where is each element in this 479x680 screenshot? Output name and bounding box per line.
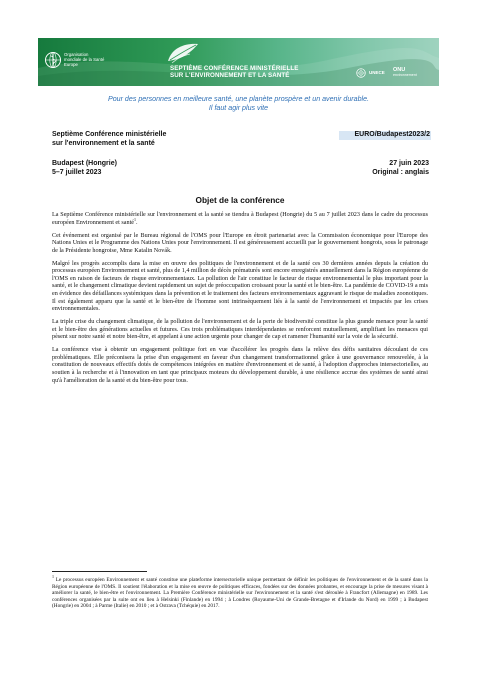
paragraph: Malgré les progrès accomplis dans la mise en œuvre des politiques de l'environnement et de la santé ces 30 dernières années depuis la création du processus européen Environnement et santé, plus de 1,4 million de décès prématurés sont encore enregistrés annuellement dans la Région européenne de l'OMS en raison de facteurs de risque environnementaux. La pollution de l'air constitue le facteur de risque environnemental le plus important pour la santé, et le changement climatique devient rapidement un sujet de préoccupation croissant pour la santé et le bien-être. La pandémie de COVID-19 a mis en évidence des défaillances systémiques dans la prévention et le traitement des facteurs environnementaux aggravant le risque de maladies zoonotiques. Il est également apparu que la santé et le bien-être de l'homme sont intrinsèquement liés à la santé de l'environnement et impactés par les crises environnementales. (52, 260, 428, 313)
un-emblem-icon (356, 68, 366, 78)
body-text (52, 212, 428, 390)
conference-name-line-2: sur l'environnement et la santé (52, 139, 155, 147)
who-name (64, 52, 112, 67)
document-title: Objet de la conférence (195, 195, 285, 205)
footnote-number: 1 (52, 574, 54, 580)
conference-dates: 5–7 juillet 2023 (52, 168, 102, 176)
paragraph: La Septième Conférence ministérielle sur l'environnement et la santé se tiendra à Budapest (Hongrie) du 5 au 7 juillet 2023 dans le cadre du processus européen Environnement et santé$^1$. (52, 212, 428, 226)
slogan-line-2: Il faut agir plus vite (208, 104, 269, 112)
conference-leaf-logo (164, 41, 202, 65)
who-emblem-icon (44, 51, 62, 69)
footnote-text (52, 574, 429, 610)
slogan-line-1: Pour des personnes en meilleure santé, une planète prospère et un avenir durable. (107, 95, 370, 103)
unece-logo-text: UNECE (369, 70, 385, 75)
who-name-line-1: Organisation (64, 52, 89, 57)
conference-title-line-2: SUR L'ENVIRONNEMENT ET LA SANTÉ (170, 72, 290, 79)
footnote-body: Le processus européen Environnement et santé constitue une plateforme intersectorielle unique permettant de définir les politiques de l'environnement et de la santé dans la Région européenne de l'OMS. Il soutient l'élaboration et la mise en œuvre de politiques efficaces, fondées sur des données probantes, et encourage la prise de mesures visant à améliorer la santé, le bien-être et l'environnement. La Première Conférence ministérielle sur l'environnement et la santé s'est déroulée à Francfort (Allemagne) en 1989. Les conférences organisées par la suite ont eu lieu à Helsinki (Finlande) en 1994 ; à Londres (Royaume-Uni de Grande-Bretagne et d'Irlande du Nord) en 1999 ; à Budapest (Hongrie) en 2004 ; à Parme (Italie) en 2010 ; et à Ostrava (Tchéquie) en 2017. (52, 577, 429, 610)
conference-title-line-1: SEPTIÈME CONFÉRENCE MINISTÉRIELLE (170, 65, 299, 72)
paragraph: La triple crise du changement climatique, de la pollution de l'environnement et de la perte de biodiversité constitue la plus grande menace pour la santé et le bien-être des générations actuelles et futures. Ces trois problématiques interdépendantes se renforcent mutuellement, amplifiant les menaces qui pèsent sur notre santé et notre bien-être, et appelant à une action urgente pour changer de cap et ramener l'humanité sur la voie de la sécurité. (52, 319, 428, 341)
document-reference: EURO/Budapest2023/2 (339, 131, 431, 140)
conference-name-line-1: Septième Conférence ministérielle (52, 131, 167, 138)
who-name-line-2: mondiale de la Santé (64, 57, 105, 62)
onu-subtitle: environnement (393, 73, 417, 77)
conference-banner (38, 38, 439, 86)
slogan (38, 95, 439, 113)
paragraph: La conférence vise à obtenir un engagement politique fort en vue d'accélérer les progrès dans la relève des défis sanitaires découlant de ces problématiques. Elle préconisera la prise d'un engagement en faveur d'un changement transformationnel grâce à une gouvernance renouvelée, à la constitution de nouveaux effectifs dotés de compétences intégrées en matière d'environnement et de santé, à l'adoption d'approches intersectorielles, au soutien à la recherche et à l'innovation en tant que principaux moteurs du développement durable, à une résilience accrue des systèmes de santé ainsi qu'à l'amélioration de la santé et du bien-être pour tous. (52, 347, 428, 384)
footnote-separator (52, 571, 147, 572)
document-date: 27 juin 2023 (389, 160, 429, 167)
conference-title (170, 65, 320, 79)
footnote-reference[interactable]: 1 (134, 216, 137, 222)
paragraph-text: La Septième Conférence ministérielle sur l'environnement et la santé se tiendra à Budapest (Hongrie) du 5 au 7 juillet 2023 dans le cadre du processus européen Environnement et santé (52, 212, 428, 226)
onu-title: ONU (393, 67, 406, 73)
paragraph: Cet événement est organisé par le Bureau régional de l'OMS pour l'Europe en étroit partenariat avec la Commission économique pour l'Europe des Nations Unies et le Programme des Nations Unies pour l'environnement. Il est généreusement accueilli par le gouvernement hongrois, sous le patronage de la Présidente hongroise, Mme Katalin Novák. (52, 232, 428, 254)
document-date-and-language (300, 160, 429, 177)
onu-environnement-logo (393, 67, 437, 77)
original-language: Original : anglais (372, 168, 429, 176)
venue: Budapest (Hongrie) (52, 160, 117, 167)
venue-and-dates (52, 160, 232, 177)
who-name-line-3: Europe (64, 62, 78, 67)
footnote (52, 574, 429, 610)
conference-name (52, 131, 232, 148)
